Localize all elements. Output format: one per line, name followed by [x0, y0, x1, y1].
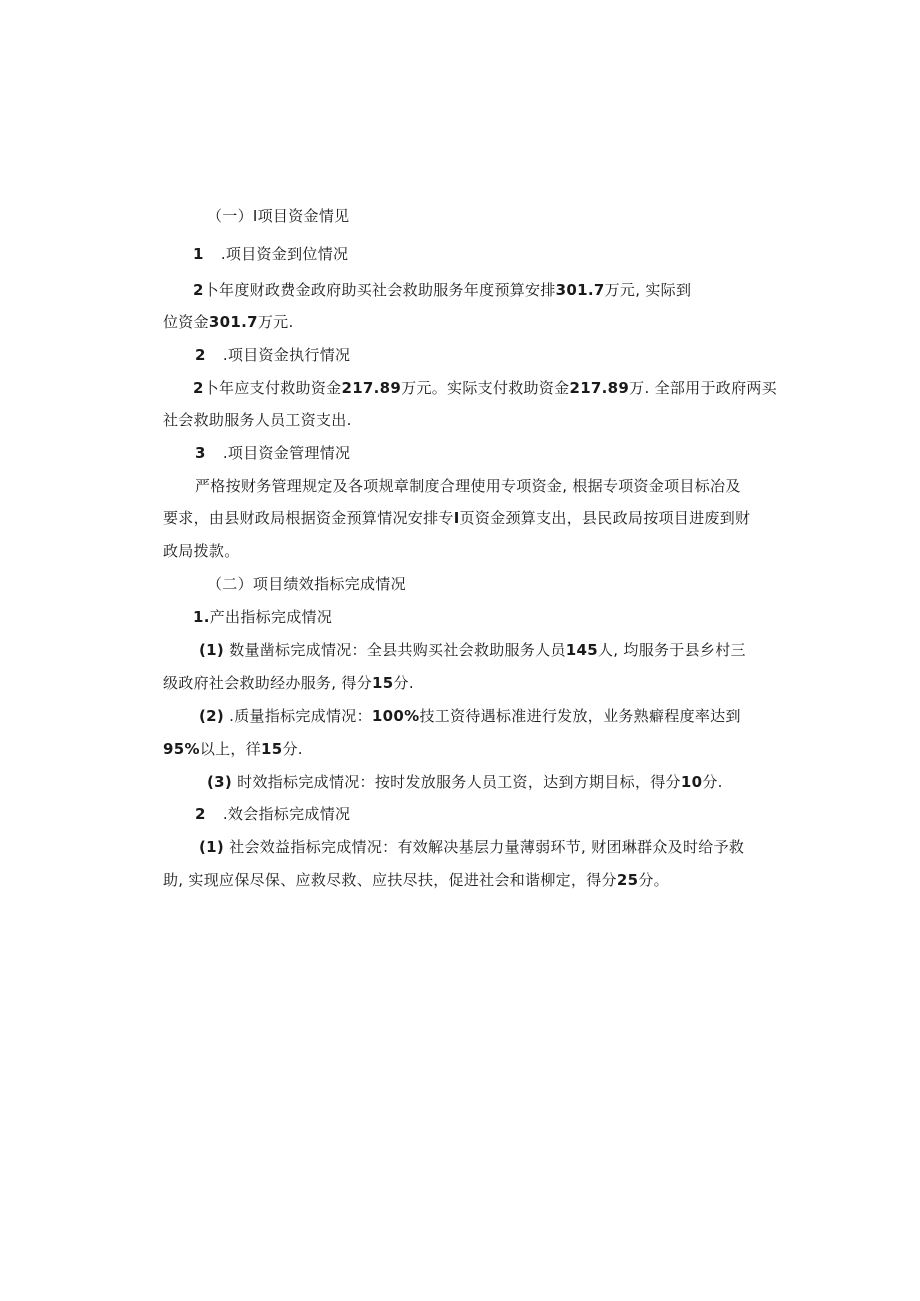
s2-item1-title: 产出指标完成情况 — [209, 608, 333, 626]
s2-item2-sub1-line2 — [163, 870, 669, 890]
item2-amount-a: 217.89 — [341, 379, 402, 397]
s2-sub2-line1 — [199, 706, 741, 726]
item1-para-num: 2 — [193, 281, 204, 299]
item2-text-c: 万. 全部用于政府两买 — [629, 379, 777, 397]
s2-sub3-line-a: 时效指标完成情况：按时发放服务人员工资，达到方期目标，得分 — [237, 773, 681, 791]
s2-sub2-percent: 100% — [371, 707, 420, 725]
s2-item1-heading — [193, 607, 332, 627]
item2-text-b: 万元。实际支付救助资金 — [401, 379, 570, 397]
item2-para-line2 — [163, 410, 352, 430]
item1-amount-b: 301.7 — [208, 313, 258, 331]
item2-amount-b: 217.89 — [569, 379, 630, 397]
s2-item2-sub1-score: 25 — [616, 871, 639, 889]
item2-text-a: 卜年应支付救助资金 — [203, 379, 342, 397]
s2-sub3-score: 10 — [680, 773, 703, 791]
s2-sub1-line1-b: 人, 均服务于县乡村三 — [597, 641, 746, 659]
section2-heading-text: （二）项目绩效指标完成情况 — [207, 575, 406, 593]
item1-num: 1 — [193, 245, 204, 263]
item2-para-num: 2 — [193, 379, 204, 397]
item3-line2-i: I — [453, 509, 460, 527]
s2-sub2-rate: 95% — [163, 740, 200, 758]
item2-heading — [195, 345, 350, 365]
s2-sub2-line2-a: 以上，徉 — [199, 740, 262, 758]
s2-item2-sub1-line2-a: 助, 实现应保尽保、应救尽救、应扶尽扶，促进社会和谐柳定，得分 — [163, 871, 617, 889]
item1-amount-a: 301.7 — [555, 281, 605, 299]
s2-item2-heading — [195, 804, 350, 824]
item1-title: .项目资金到位情况 — [220, 245, 349, 263]
s2-sub1-count: 145 — [565, 641, 598, 659]
s2-sub1-line1-a: 数量凿标完成情况：全县共购买社会救助服务人员 — [229, 641, 566, 659]
item1-para-line2 — [163, 312, 294, 332]
s2-item1-num: 1. — [193, 608, 210, 626]
s2-item2-num: 2 — [195, 805, 206, 823]
s2-sub2-line2 — [163, 739, 303, 759]
s2-item2-sub1-line1-text: 社会效益指标完成情况：有效解决基层力量薄弱环节, 财团琳群众及时给予救 — [229, 838, 745, 856]
item1-para-line1 — [193, 280, 691, 300]
s2-item2-sub1-num: (1) — [199, 838, 225, 856]
s2-item2-title: .效会指标完成情况 — [222, 805, 351, 823]
item3-line1: 严格按财务管理规定及各项规章制度合理使用专项资金, 根据专项资金项目标冶及 — [195, 477, 741, 495]
s2-item2-sub1-line2-b: 分。 — [638, 871, 669, 889]
section2-heading — [207, 574, 406, 594]
item3-line3: 政局拨款。 — [163, 542, 240, 560]
s2-item2-sub1-line1 — [199, 837, 744, 857]
s2-sub3-line-b: 分. — [702, 773, 723, 791]
item1-line2-b: 万元. — [257, 313, 294, 331]
item3-line2-a: 要求，由县财政局根据资金预算情况安排专 — [163, 509, 454, 527]
s2-sub1-score: 15 — [372, 674, 394, 692]
s2-sub1-line2-b: 分. — [393, 674, 414, 692]
section1-heading — [207, 206, 349, 226]
s2-sub1-line1 — [199, 640, 746, 660]
item3-title: .项目资金管理情况 — [222, 444, 351, 462]
item3-line2-b: 页资金颈算支出，县民政局按项目进废到财 — [459, 509, 751, 527]
s2-sub3-num: (3) — [207, 773, 233, 791]
s2-sub3-line — [207, 772, 723, 792]
item1-line2-a: 位资金 — [163, 313, 209, 331]
item1-para-text-b: 万元, 实际到 — [604, 281, 692, 299]
item2-para-line1 — [193, 378, 777, 398]
item2-line2: 社会救助服务人员工资支出. — [163, 411, 352, 429]
section1-heading-text: （一）I项目资金情见 — [207, 207, 350, 225]
s2-sub1-line2-a: 级政府社会救助经办服务, 得分 — [163, 674, 373, 692]
item3-para-line3 — [163, 541, 240, 561]
item3-heading — [195, 443, 350, 463]
s2-sub2-line2-b: 分. — [282, 740, 303, 758]
item3-para-line2 — [163, 508, 750, 528]
item1-para-text-a: 卜年度财政费金政府助买社会救助服务年度预算安排 — [203, 281, 556, 299]
s2-sub2-num: (2) — [199, 707, 225, 725]
s2-sub2-line1-b: 技工资待遇标准进行发放，业务熟癖程度率达到 — [419, 707, 741, 725]
item1-heading — [193, 244, 348, 264]
item3-para-line1 — [195, 476, 741, 496]
item2-num: 2 — [195, 346, 206, 364]
s2-sub2-line1-a: .质量指标完成情况： — [229, 707, 372, 725]
s2-sub2-score: 15 — [261, 740, 283, 758]
item2-title: .项目资金执行情况 — [222, 346, 351, 364]
s2-sub1-line2 — [163, 673, 414, 693]
item3-num: 3 — [195, 444, 206, 462]
s2-sub1-num: (1) — [199, 641, 225, 659]
